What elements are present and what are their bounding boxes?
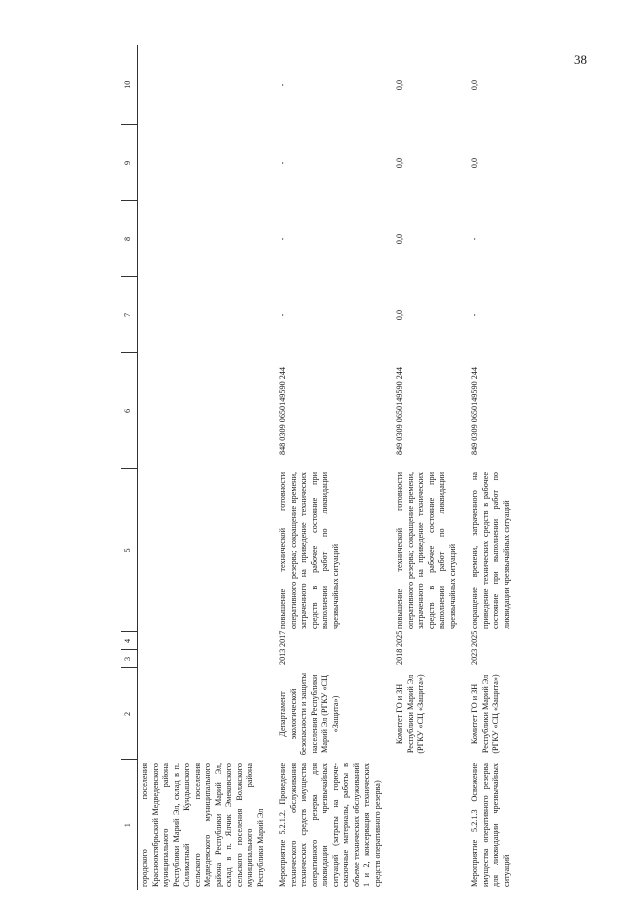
column-header: 6 xyxy=(121,353,138,469)
column-header: 3 xyxy=(121,650,138,668)
column-header: 10 xyxy=(121,45,138,125)
start-year-cell: 2013 xyxy=(278,648,287,665)
activity-cell: городского поселения Краснооктябрьский Медведевского муниципального района Республики Марий Эл, склад в п. Силикатный Кундышского сельского поселения Медведевского муниципального района Республики Марий Эл, склад в п. Ялчик Эмековского сельского поселения Волжского муниципального района Республики Марий Эл xyxy=(140,763,265,887)
end-year-cell: 2025 xyxy=(395,630,404,647)
end-year-cell xyxy=(138,632,269,650)
table-row xyxy=(460,45,514,890)
table-row xyxy=(385,45,460,890)
activity-cell xyxy=(385,760,460,890)
value-cell: - xyxy=(278,313,287,317)
start-year-cell: 2018 xyxy=(395,648,404,665)
executor-cell xyxy=(138,668,269,760)
table-row xyxy=(268,45,385,890)
budget-code-cell: 849 0309 0650149590 244 xyxy=(470,367,479,456)
activity-cell: Мероприятие 5.2.1.3 Освежение имущества оперативного резерва для ликвидации чрезвычайных ситуаций xyxy=(470,763,511,887)
end-year-cell: 2017 xyxy=(278,630,287,647)
start-year-cell xyxy=(138,650,269,668)
value-cell: - xyxy=(278,83,287,87)
column-header: 1 xyxy=(121,760,138,890)
table-row xyxy=(138,45,269,890)
executor-cell: Комитет ГО и ЗН Республики Марий Эл (РГКУ «СЦ «Защита») xyxy=(470,674,500,754)
column-header: 5 xyxy=(121,469,138,632)
value-cell: - xyxy=(470,313,479,317)
result-cell: повышение технической готовности оперативного резерва; сокращение времени, затраченного на приведение технических средств в рабочее состояние при выполнении работ по ликвидации чрезвычайных ситуаций xyxy=(278,472,340,629)
page-number: 38 xyxy=(574,52,587,67)
value-cell xyxy=(138,277,269,353)
value-cell: - xyxy=(278,237,287,241)
value-cell: 0,0 xyxy=(470,157,479,169)
end-year-cell: 2025 xyxy=(470,630,479,647)
rotated-table-container xyxy=(121,45,626,890)
result-cell xyxy=(138,469,269,632)
column-header: 4 xyxy=(121,632,138,650)
value-cell: - xyxy=(470,237,479,241)
column-header: 7 xyxy=(121,277,138,353)
value-cell: 0,0 xyxy=(470,79,479,91)
column-header: 2 xyxy=(121,668,138,760)
budget-code-cell xyxy=(138,353,269,469)
value-cell: - xyxy=(278,161,287,165)
activity-cell: Мероприятие 5.2.1.2. Проведение технического обслуживания технических средств имущества оперативного резерва для ликвидации чрезвычайных ситуаций (затраты на горюче-смазочные материалы, работы в объеме технических обслуживаний 1 и 2, консервация технических средств оперативного резерва) xyxy=(278,763,382,887)
value-cell: 0,0 xyxy=(395,157,404,169)
value-cell: 0,0 xyxy=(395,79,404,91)
value-cell: 0,0 xyxy=(395,309,404,321)
result-cell: повышение технической готовности оперативного резерва; сокращение времени, затраченного на приведение технических средств в рабочее состояние при выполнении работ по ликвидации чрезвычайных ситуаций xyxy=(395,472,457,629)
executor-cell: Департамент экологической безопасности и защиты населения Республики Марий Эл (РГКУ «СЦ «Защита») xyxy=(278,672,340,756)
value-cell xyxy=(138,125,269,201)
column-header: 9 xyxy=(121,125,138,201)
value-cell: 0,0 xyxy=(395,233,404,245)
table-header-row xyxy=(121,45,138,890)
column-header: 8 xyxy=(121,201,138,277)
value-cell xyxy=(138,201,269,277)
executor-cell: Комитет ГО и ЗН Республики Марий Эл (РГКУ «СЦ «Защита») xyxy=(395,674,425,754)
budget-code-cell: 849 0309 0650149590 244 xyxy=(395,367,404,456)
program-activities-table xyxy=(121,45,514,890)
budget-code-cell: 848 0309 0650149590 244 xyxy=(278,367,287,456)
value-cell xyxy=(138,45,269,125)
start-year-cell: 2023 xyxy=(470,648,479,665)
result-cell: сокращение времени, затраченного на приведение технических средств в рабочее состояние при выполнении работ по ликвидации чрезвычайных ситуаций xyxy=(470,472,511,629)
